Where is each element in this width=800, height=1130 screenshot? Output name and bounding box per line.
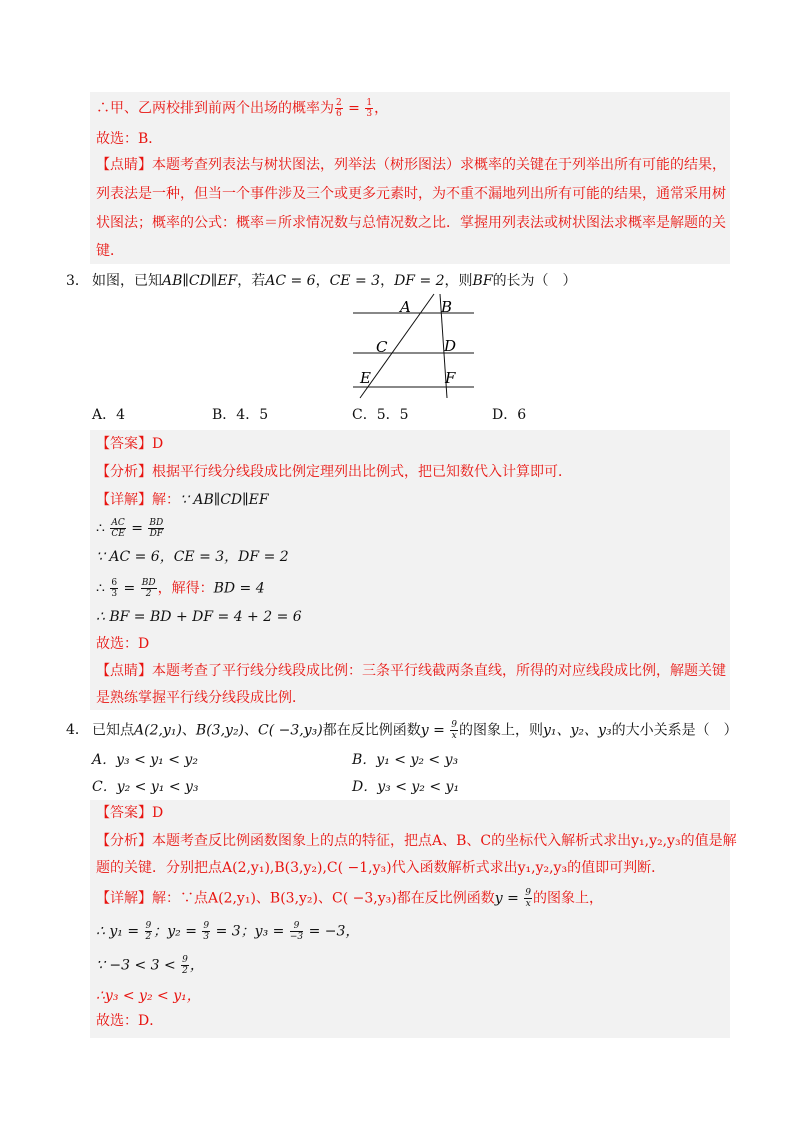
comment-line: 是熟练掌握平行线分线段成比例． <box>96 690 306 706</box>
fraction: $\frac{BD}{DF}$ <box>149 518 164 539</box>
detail-line: 【详解】解：∵ AB∥CD∥EF <box>96 492 269 508</box>
comment-line: 【点睛】本题考查列表法与树状图法，列举法（树形图法）求概率的关键在于列举出所有可能的结果， <box>96 157 726 173</box>
fraction: $\frac{BD}{2}$ <box>141 578 156 599</box>
option-d[interactable]: D．6 <box>492 407 527 423</box>
question-stem: 如图，已知AB∥CD∥EF，若AC = 6，CE = 3，DF = 2，则BF的长为（ ） <box>92 273 577 289</box>
comment-line: 键． <box>96 243 124 259</box>
detail-step: ∴y₃ < y₂ < y₁， <box>96 988 201 1004</box>
comment-line: 状图法；概率的公式：概率＝所求情况数与总情况数之比．掌握用列表法或树状图法求概率是解题的关 <box>96 215 726 231</box>
option-c[interactable]: C．5．5 <box>352 407 409 423</box>
analysis-line: 题的关键．分别把点A(2,y₁),B(3,y₂),C( −1,y₃)代入函数解析式求出y₁,y₂,y₃的值即可判断． <box>96 860 666 876</box>
detail-step: ∴ BF = BD + DF = 4 + 2 = 6 <box>96 609 302 625</box>
detail-step: ∵ −3 < 3 < $\frac{9}{2}$ ， <box>96 955 204 976</box>
answer-choice: 故选：D <box>96 636 150 652</box>
question-stem: 已知点A(2,y₁)、B(3,y₂)、C( −3,y₃)都在反比例函数y = $\frac{9}{x}$ 的图象上，则y₁、y₂、y₃的大小关系是（ ） <box>92 720 738 741</box>
label-a: A <box>400 298 411 316</box>
detail-step: ∴ y₁ = $\frac{9}{2}$ ；y₂ = $\frac{9}{3}$ = 3；y₃ = $\frac{9}{-3}$ = −3， <box>96 921 360 942</box>
fraction: $\frac{AC}{CE}$ <box>111 518 125 539</box>
comment-line: 列表法是一种，但当一个事件涉及三个或更多元素时，为不重不漏地列出所有可能的结果，通常采用树 <box>96 186 726 202</box>
fraction: $\frac{1}{3}$ <box>366 98 373 119</box>
question-number: 3． <box>66 273 89 289</box>
fraction: $\frac{9}{-3}$ <box>289 921 304 942</box>
parallel-lines-figure <box>348 292 488 402</box>
option-a[interactable]: A．4 <box>92 407 126 423</box>
label-f: F <box>445 369 456 387</box>
analysis-line: 【分析】本题考查反比例函数图象上的点的特征，把点A、B、C的坐标代入解析式求出y₁,y₂,y₃的值是解 <box>96 833 737 849</box>
option-d[interactable]: D．y₃ < y₂ < y₁ <box>352 779 460 795</box>
detail-line: 【详解】解：∵点A(2,y₁)、B(3,y₂)、C( −3,y₃)都在反比例函数y = $\frac{9}{x}$ 的图象上， <box>96 888 603 909</box>
option-a[interactable]: A．y₃ < y₁ < y₂ <box>92 752 198 768</box>
comment-line: 【点睛】本题考查了平行线分线段成比例：三条平行线截两条直线，所得的对应线段成比例，解题关键 <box>96 663 726 679</box>
fraction: $\frac{6}{3}$ <box>111 578 118 599</box>
fraction: $\frac{9}{2}$ <box>182 955 188 976</box>
answer-line: 【答案】D <box>96 436 164 452</box>
question-number: 4． <box>66 722 89 738</box>
detail-step: ∴ $\frac{AC}{CE}$ = $\frac{BD}{DF}$ <box>96 518 164 539</box>
detail-step: ∵ AC = 6，CE = 3，DF = 2 <box>96 549 289 565</box>
solution-text: ∴甲、乙两校排到前两个出场的概率为 <box>96 100 334 117</box>
option-b[interactable]: B．4．5 <box>212 407 269 423</box>
answer-line: 【答案】D <box>96 805 164 821</box>
answer-choice: 故选：B． <box>96 131 163 147</box>
label-e: E <box>360 369 371 387</box>
option-b[interactable]: B．y₁ < y₂ < y₃ <box>352 752 459 768</box>
label-d: D <box>444 337 457 355</box>
fraction: $\frac{9}{3}$ <box>203 921 210 942</box>
label-c: C <box>376 338 388 356</box>
label-b: B <box>441 298 453 316</box>
detail-step: ∴ $\frac{6}{3}$ = $\frac{BD}{2}$ ，解得：BD = 4 <box>96 578 265 599</box>
solution-line: ∴甲、乙两校排到前两个出场的概率为 $\frac{2}{6}$ = $\frac{1}{3}$ ， <box>96 98 389 119</box>
analysis-line: 【分析】根据平行线分线段成比例定理列出比例式，把已知数代入计算即可． <box>96 464 572 480</box>
fraction: $\frac{9}{x}$ <box>451 720 457 741</box>
answer-choice: 故选：D． <box>96 1013 164 1029</box>
fraction: $\frac{2}{6}$ <box>336 98 342 119</box>
fraction: $\frac{9}{x}$ <box>525 888 531 909</box>
fraction: $\frac{9}{2}$ <box>145 921 152 942</box>
comment-tag: 【点睛】 <box>96 157 152 173</box>
transversal-ace <box>360 294 434 398</box>
option-c[interactable]: C．y₂ < y₁ < y₃ <box>92 779 199 795</box>
